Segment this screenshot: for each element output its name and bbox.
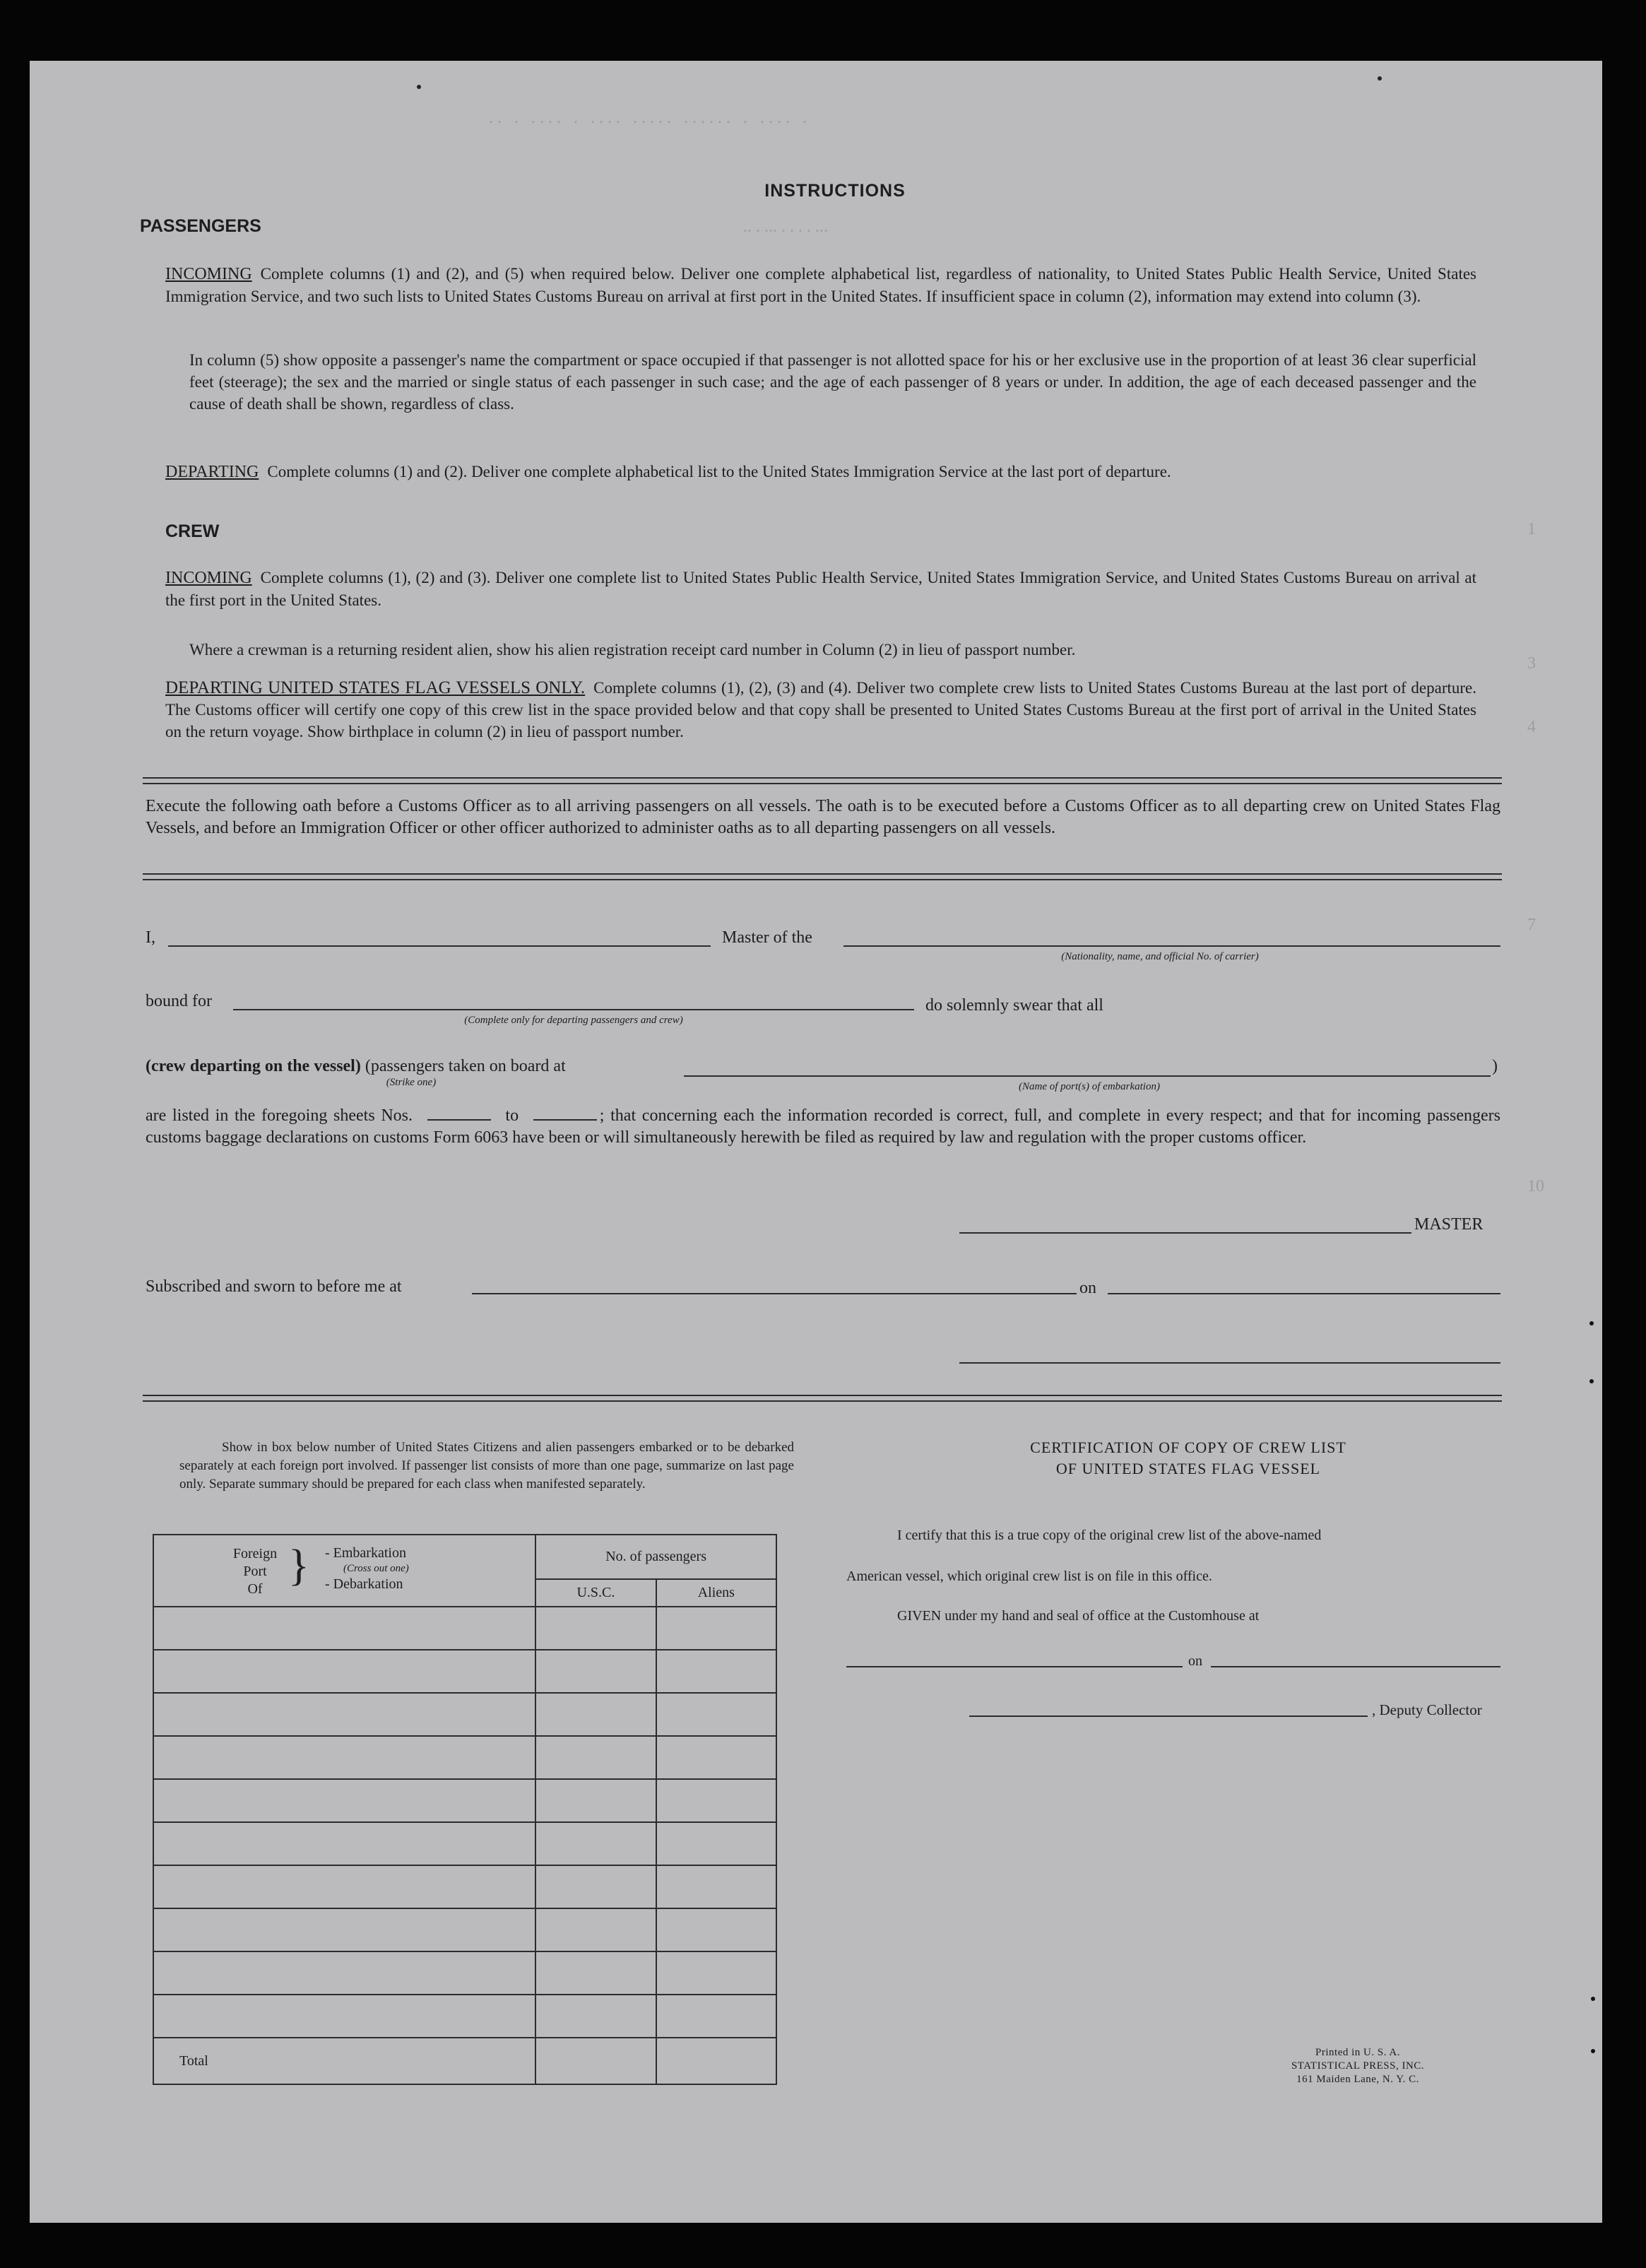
bound-for-label: bound for [146,992,212,1010]
bound-for-field[interactable] [233,1009,914,1010]
aliens-cell[interactable] [656,1951,776,1995]
usc-total-cell[interactable] [535,2038,656,2084]
crew-incoming-text: Complete columns (1), (2) and (3). Deliver one complete list to United States Public Health Service, United States Immigration Service, and United States Customs Bureau on arrival at the first port in the United States. [165,569,1476,609]
aliens-cell[interactable] [656,1865,776,1908]
listed-to: to [505,1106,519,1125]
passengers-incoming-text: Complete columns (1) and (2), and (5) when required below. Deliver one complete alphabetical list, regardless of nationality, to United States Public Health Service, United States Immigration Service, and two such lists to United States Customs Bureau on arrival at first port in the United States. If insufficient space in column (2), information may extend into column (3). [165,265,1476,305]
bleed-through-mark: 7 [1527,916,1536,934]
deputy-signature-field[interactable] [969,1715,1368,1717]
printer-line-1: Printed in U. S. A. [1315,2047,1400,2058]
bleed-through-mark: .. . ... . . . . ... [743,218,828,236]
master-label: MASTER [1414,1215,1484,1234]
table-row [153,1650,776,1693]
aliens-cell[interactable] [656,1908,776,1951]
no-of-passengers-header: No. of passengers [535,1535,776,1579]
certification-title-line-2: OF UNITED STATES FLAG VESSEL [1055,1460,1321,1477]
usc-header: U.S.C. [535,1579,656,1607]
master-of-label: Master of the [722,928,812,947]
section-heading-passengers: PASSENGERS [140,216,261,236]
table-row [153,1865,776,1908]
table-row [153,1607,776,1650]
debarkation-option[interactable]: - Debarkation [325,1576,403,1592]
table-row [153,1951,776,1995]
usc-cell[interactable] [535,1779,656,1822]
carrier-field[interactable] [843,945,1500,947]
deputy-collector-label: , Deputy Collector [1372,1701,1482,1718]
oath-i-label: I, [146,928,155,947]
master-signature-field[interactable] [959,1232,1411,1234]
certification-date-field[interactable] [1211,1666,1500,1667]
foreign-label: Foreign [232,1546,278,1561]
table-row [153,1908,776,1951]
certification-line-2: American vessel, which original crew list is on file in this office. [846,1569,1212,1584]
certification-line-1: I certify that this is a true copy of the original crew list of the above-named [897,1528,1322,1543]
crew-departing-text: Complete columns (1), (2), (3) and (4). Deliver two complete crew lists to United States Customs Bureau at the last port of departure. The Customs officer will certify one copy of this crew list in the space provided below and that copy shall be presented to United States Customs Bureau at the first port of arrival in the United States on the return voyage. Show birthplace in column (2) in lieu of passport number. [165,679,1476,740]
port-cell[interactable] [153,1951,535,1995]
printer-line-3: 161 Maiden Lane, N. Y. C. [1296,2074,1419,2085]
sheet-to-field[interactable] [533,1109,597,1121]
aliens-cell[interactable] [656,1693,776,1736]
passengers-departing-instruction [165,461,1476,483]
usc-cell[interactable] [535,1865,656,1908]
table-row [153,1822,776,1865]
passenger-summary-table [153,1534,777,2085]
sworn-date-field[interactable] [1108,1293,1500,1294]
bleed-through-mark: 4 [1527,718,1536,736]
brace-icon: } [288,1542,309,1590]
crew-incoming-note: Where a crewman is a returning resident alien, show his alien registration receipt card number in Column (2) in lieu of passport number. [189,641,1076,658]
certification-title-line-1: CERTIFICATION OF COPY OF CREW LIST [1030,1439,1346,1456]
section-divider [143,777,1502,784]
aliens-total-cell[interactable] [656,2038,776,2084]
listed-rest: ; that concerning each the information recorded is correct, full, and complete in every respect; and that for incoming passengers customs baggage declarations on customs Form 6063 have been or will simultaneously herewith be filed as required by law and regulation with the proper customs officer. [146,1106,1500,1147]
port-cell[interactable] [153,1650,535,1693]
total-label: Total [153,2038,535,2084]
usc-cell[interactable] [535,1693,656,1736]
table-row [153,1693,776,1736]
of-label: Of [247,1581,263,1597]
crew-incoming-label: INCOMING [165,569,252,587]
bleed-through-mark: 1 [1527,520,1536,538]
printer-line-2: STATISTICAL PRESS, INC. [1291,2060,1425,2072]
aliens-cell[interactable] [656,1779,776,1822]
aliens-cell[interactable] [656,1607,776,1650]
passengers-departing-text: Complete columns (1) and (2). Deliver one complete alphabetical list to the United States Immigration Service at the last port of departure. [267,463,1171,480]
crew-passengers-choice [146,1057,566,1076]
crew-departing-option[interactable]: (crew departing on the vessel) [146,1057,361,1075]
port-cell[interactable] [153,1693,535,1736]
passengers-incoming-instruction [165,263,1476,307]
summary-instruction: Show in box below number of United States Citizens and alien passengers embarked or to be debarked separately at each foreign port involved. If passenger list consists of more than one page, summarize on last page only. Separate summary should be prepared for each class when manifested separately. [179,1440,794,1492]
customhouse-field[interactable] [846,1666,1183,1667]
certification-line-3: GIVEN under my hand and seal of office at the Customhouse at [897,1608,1260,1624]
officer-signature-field[interactable] [959,1362,1500,1364]
crew-incoming-instruction [165,567,1476,611]
port-cell[interactable] [153,1865,535,1908]
sheet-from-field[interactable] [427,1109,491,1121]
foreign-port-of-label [223,1545,287,1598]
crew-departing-label: DEPARTING UNITED STATES FLAG VESSELS ONLY. [165,678,586,697]
passengers-departing-label: DEPARTING [165,463,259,481]
bleed-through-mark: 3 [1527,654,1536,673]
page-title: INSTRUCTIONS [764,181,906,201]
close-paren: ) [1492,1057,1498,1075]
port-header-cell [153,1535,535,1607]
listed-prefix: are listed in the foregoing sheets Nos. [146,1106,413,1125]
section-heading-crew: CREW [165,521,220,541]
aliens-cell[interactable] [656,1736,776,1779]
master-name-field[interactable] [168,945,711,947]
swear-text: do solemnly swear that all [925,996,1103,1015]
oath-statement [146,1105,1500,1149]
aliens-cell[interactable] [656,1650,776,1693]
cross-out-note: (Cross out one) [343,1563,409,1574]
aliens-cell[interactable] [656,1822,776,1865]
oath-instruction: Execute the following oath before a Customs Officer as to all arriving passengers on all vessels. The oath is to be executed before a Customs Officer as to all departing crew on United States Flag Vessels, and before an Immigration Officer or other officer authorized to administer oaths as to all departing passengers on all vessels. [146,797,1500,837]
port-cell[interactable] [153,1995,535,2038]
embarkation-option[interactable]: - Embarkation [325,1545,406,1561]
printer-imprint [1231,2046,1485,2086]
sworn-place-field[interactable] [472,1293,1077,1294]
speck [1589,1379,1594,1383]
table-row [153,1779,776,1822]
total-row [153,2038,776,2084]
speck [1591,2049,1595,2053]
embarkation-port-field[interactable] [684,1075,1491,1077]
bleed-through-mark: 10 [1527,1177,1544,1195]
crew-departing-instruction [165,677,1476,743]
passengers-incoming-note: In column (5) show opposite a passenger's name the compartment or space occupied if that passenger is not allotted space for his or her exclusive use in the proportion of at least 36 clear superficial feet (steerage); the sex and the married or single status of each passenger in such case; and the age of each passenger of 8 years or under. In addition, the age of each deceased passenger and the cause of death shall be shown, regardless of class. [189,351,1476,413]
usc-cell[interactable] [535,1650,656,1693]
embark-debark-options [325,1545,409,1592]
strike-caption: (Strike one) [386,1077,437,1088]
sworn-on-label: on [1079,1279,1096,1297]
usc-cell[interactable] [535,1951,656,1995]
port-cell[interactable] [153,1607,535,1650]
carrier-caption: (Nationality, name, and official No. of carrier) [1061,951,1259,962]
aliens-header: Aliens [656,1579,776,1607]
usc-cell[interactable] [535,1908,656,1951]
aliens-cell[interactable] [656,1995,776,2038]
section-divider [143,873,1502,880]
speck [417,85,421,89]
bleed-through-mark: .. . .... . .... ..... ...... . .... . [489,109,811,127]
speck [1589,1321,1594,1325]
port-cell[interactable] [153,1908,535,1951]
port-cell[interactable] [153,1779,535,1822]
section-divider [143,1395,1502,1402]
usc-cell[interactable] [535,1822,656,1865]
port-cell[interactable] [153,1822,535,1865]
table-row [153,1995,776,2038]
certification-on-label: on [1188,1653,1202,1669]
passengers-taken-option[interactable]: (passengers taken on board at [365,1057,566,1075]
usc-cell[interactable] [535,1736,656,1779]
subscribed-label: Subscribed and sworn to before me at [146,1277,402,1296]
usc-cell[interactable] [535,1995,656,2038]
port-cell[interactable] [153,1736,535,1779]
embarkation-caption: (Name of port(s) of embarkation) [1019,1081,1160,1092]
passengers-incoming-label: INCOMING [165,265,252,283]
speck [1591,1997,1595,2001]
bound-for-caption: (Complete only for departing passengers and crew) [464,1015,683,1026]
port-label: Port [243,1564,267,1579]
speck [1378,76,1382,81]
usc-cell[interactable] [535,1607,656,1650]
table-row [153,1736,776,1779]
form-sheet [30,61,1602,2223]
certification-title [941,1437,1435,1479]
